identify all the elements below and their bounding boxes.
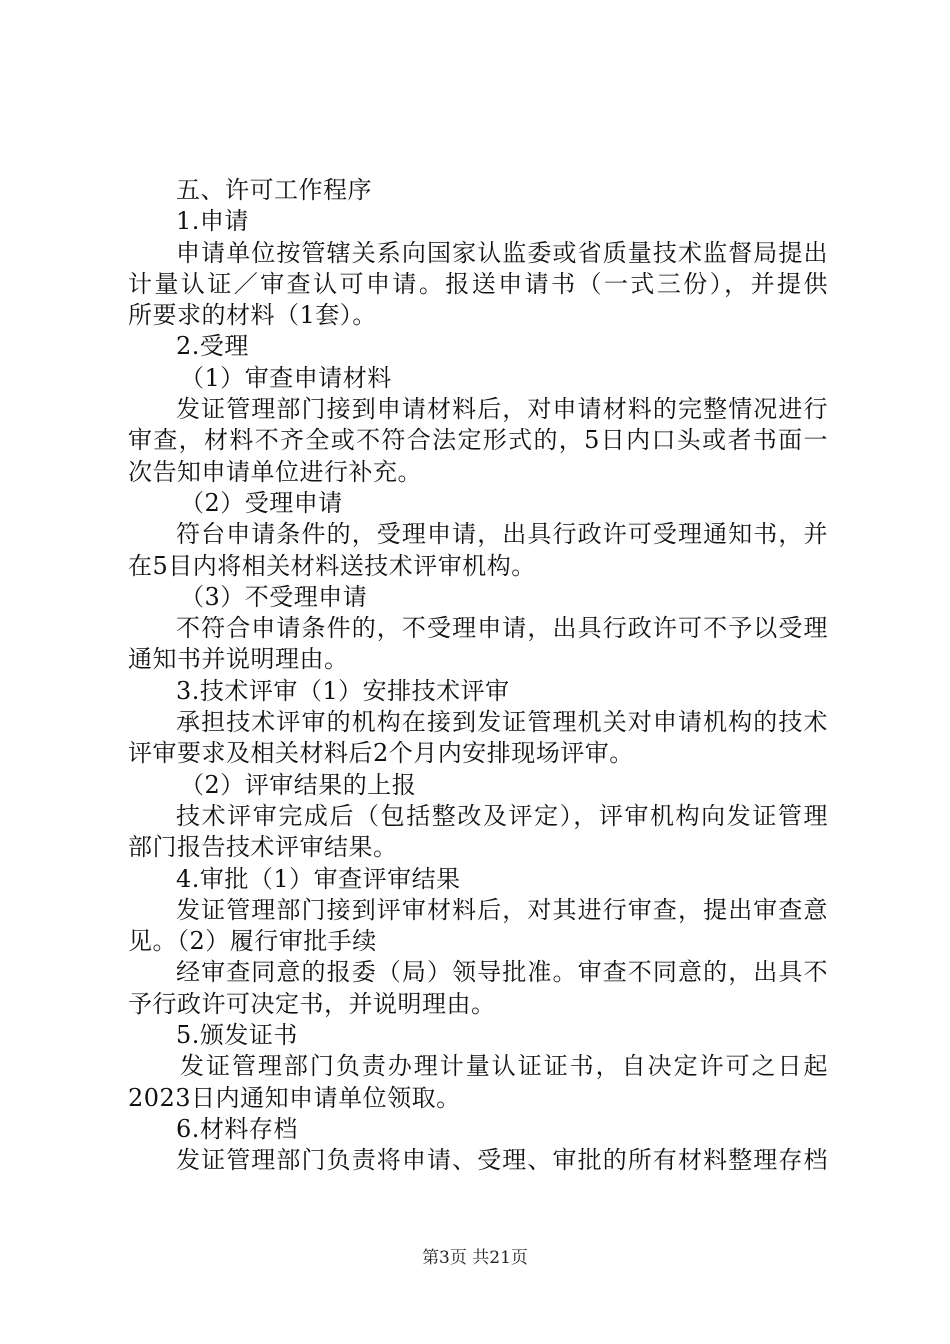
- paragraph-line: 2023日内通知申请单位领取。: [128, 1083, 461, 1112]
- paragraph-line: 技术评审完成后（包括整改及评定），评审机构向发证管理: [176, 801, 828, 830]
- paragraph-line: 审查，材料不齐全或不符合法定形式的，5日内口头或者书面一: [128, 426, 828, 455]
- paragraph-line: 在5目内将相关材料送技术评审机构。: [128, 551, 536, 580]
- paragraph-line: 通知书并说明理由。: [128, 645, 349, 674]
- paragraph-line: 不符合申请条件的，不受理申请，出具行政许可不予以受理: [176, 614, 828, 643]
- paragraph-line: 所要求的材料（1套）。: [128, 301, 377, 330]
- paragraph-line: 经审查同意的报委（局）领导批准。审查不同意的，出具不: [176, 958, 828, 987]
- step-heading: 2.受理: [176, 332, 249, 361]
- step-heading: 6.材料存档: [176, 1114, 298, 1143]
- sub-heading: （3）不受理申请: [180, 582, 368, 611]
- paragraph-line: 发证管理部门接到评审材料后，对其进行审查，提出审查意: [176, 895, 828, 924]
- section-heading: 五、许可工作程序: [176, 176, 372, 204]
- paragraph-line: 计量认证／审查认可申请。报送申请书（一式三份），并提供: [128, 269, 828, 298]
- paragraph-line: 发证管理部门负责将申请、受理、审批的所有材料整理存档: [176, 1146, 828, 1175]
- paragraph-line: 承担技术评审的机构在接到发证管理机关对申请机构的技术: [176, 708, 828, 737]
- step-heading: 4.审批（1）审查评审结果: [176, 864, 461, 893]
- paragraph-line: 申请单位按管辖关系向国家认监委或省质量技术监督局提出: [176, 238, 828, 267]
- sub-heading: （1）审查申请材料: [180, 363, 392, 392]
- step-heading: 3.技术评审（1）安排技术评审: [176, 676, 510, 705]
- paragraph-line: 次告知申请单位进行补充。: [128, 457, 422, 486]
- step-heading: 5.颁发证书: [176, 1021, 298, 1050]
- sub-heading: （2）评审结果的上报: [180, 770, 417, 799]
- step-heading: 1.申请: [176, 207, 249, 236]
- paragraph-line: 部门报告技术评审结果。: [128, 833, 398, 862]
- paragraph-line: 评审要求及相关材料后2个月内安排现场评审。: [128, 739, 634, 768]
- paragraph-line: 见。（2）履行审批手续: [128, 927, 377, 956]
- paragraph-line: 符台申请条件的，受理申请，出具行政许可受理通知书，并: [176, 520, 828, 549]
- page-footer: 第3页 共21页: [422, 1248, 528, 1268]
- document-body: [128, 175, 828, 1177]
- paragraph-line: 予行政许可决定书，并说明理由。: [128, 989, 496, 1018]
- paragraph-line: 发证管理部门负责办理计量认证证书，自决定许可之日起: [180, 1052, 828, 1081]
- sub-heading: （2）受理申请: [180, 488, 343, 517]
- paragraph-line: 发证管理部门接到申请材料后，对申请材料的完整情况进行: [176, 395, 828, 424]
